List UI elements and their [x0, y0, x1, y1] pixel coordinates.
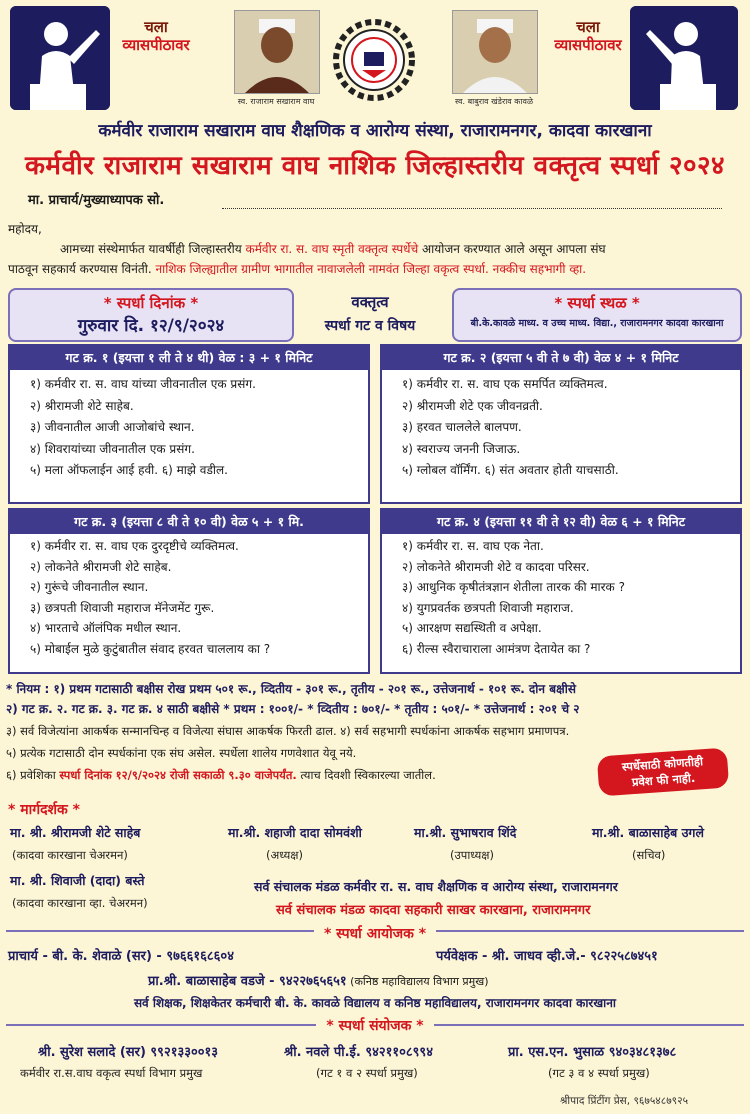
venue-value: बी.के.कावळे माध्य. व उच्च माध्य. विद्या., राजारामनगर कादवा कारखाना	[470, 318, 724, 329]
portrait-right	[452, 10, 538, 94]
list-item: २) श्रीरामजी शेटे साहेब.	[30, 398, 134, 413]
portrait-right-caption: स्व. बाबुराव खंडेराव कावळे	[454, 97, 534, 106]
organization-name: कर्मवीर राजाराम सखाराम वाघ शैक्षणिक व आरोग्य संस्था, राजारामनगर, कादवा कारखाना	[98, 121, 652, 141]
group-1-topics	[10, 370, 368, 482]
portrait-left-caption: स्व. राजाराम सखाराम वाघ	[237, 97, 315, 106]
list-item: ६) रील्स स्वैराचाराला आमंत्रण देतायेत का ?	[402, 641, 591, 656]
board-line-1: सर्व संचालक मंडळ कर्मवीर रा. स. वाघ शैक्षणिक व आरोग्य संस्था, राजारामनगर	[254, 879, 618, 894]
organizer-2: पर्यवेक्षक - श्री. जाधव व्ही.जे.- ९८२२५८७४५१	[436, 949, 658, 964]
rule-4: ५) प्रत्येक गटासाठी दोन स्पर्धकांना एक संघ असेल. स्पर्धेला शालेय गणवेशात येवू नये.	[6, 746, 357, 760]
group-4-header: गट क्र. ४ (इयत्ता ११ वी ते १२ वी) वेळ ६ + १ मिनिट	[382, 510, 740, 534]
podium-speaker-icon	[630, 6, 738, 110]
addressee-underline	[222, 208, 722, 209]
list-item: ४) भारताचे ऑलंपिक मधील स्थान.	[30, 621, 182, 635]
left-tagline-1: चला	[144, 18, 168, 36]
salutation: महोदय,	[8, 222, 42, 236]
rule-3: ३) सर्व विजेत्यांना आकर्षक सन्मानचिन्ह व विजेत्या संघास आकर्षक फिरती ढाल. ४) सर्व सहभागी स्पर्धकांना आकर्षक सहभाग प्रमाणपत्र.	[6, 724, 570, 738]
list-item: ५) मला ऑफलाईन आई हवी. ६) माझे वडील.	[30, 463, 228, 477]
no-fee-badge	[597, 748, 729, 797]
rule-5	[6, 766, 606, 785]
date-value: गुरुवार दि. १२/९/२०२४	[77, 316, 225, 336]
group-3-box	[8, 508, 370, 674]
venue-panel	[452, 288, 742, 342]
organizer-3-name: प्रा.श्री. बाळासाहेब वडजे - ९४२२७६५६५१	[148, 974, 347, 989]
institution-emblem	[332, 18, 416, 102]
coordinator-3-role: (गट ३ व ४ स्पर्धा प्रमुख)	[548, 1066, 650, 1080]
guide-5-name: मा. श्री. शिवाजी (दादा) बस्ते	[10, 873, 145, 888]
list-item: ३) आधुनिक कृषीतंत्रज्ञान शेतीला तारक की मारक ?	[402, 580, 625, 594]
list-item: ३) हरवत चाललेले बालपण.	[402, 420, 522, 434]
speaker-silhouette-left	[10, 6, 110, 110]
right-tagline	[548, 18, 628, 54]
list-item: २) श्रीरामजी शेटे एक जीवनव्रती.	[402, 398, 543, 413]
right-tagline-1: चला	[576, 18, 600, 36]
coordinator-1: श्री. सुरेश सलादे (सर) ९९२१३३००१३	[38, 1045, 219, 1060]
no-fee-line-2: प्रवेश फी नाही.	[631, 770, 696, 790]
portrait-left	[234, 10, 320, 94]
list-item: ४) युगप्रवर्तक छत्रपती शिवाजी महाराज.	[402, 600, 574, 615]
speaker-silhouette-right	[630, 6, 738, 110]
coordinator-3: प्रा. एस.एन. भुसाळ ९४०३४८१३७८	[508, 1045, 677, 1060]
guide-2-name: मा.श्री. शहाजी दादा सोमवंशी	[228, 825, 362, 840]
list-item: ५) मोबाईल मुळे कुटुंबातील संवाद हरवत चाललाय का ?	[30, 641, 271, 656]
rule-text: ६) प्रवेशिका	[6, 768, 60, 782]
letter-text: आयोजन करण्यात आले असून आपला संघ	[418, 242, 606, 256]
group-2-topics	[382, 370, 740, 482]
coordinators-label: * स्पर्धा संयोजक *	[0, 1016, 750, 1035]
group-4-box	[380, 508, 742, 674]
board-line-2: सर्व संचालक मंडळ कादवा सहकारी साखर कारखाना, राजारामनगर	[276, 903, 591, 918]
list-item: २) लोकनेते श्रीरामजी शेटे साहेब.	[30, 559, 172, 574]
list-item: ३) छत्रपती शिवाजी महाराज मॅनेजमेंट गुरू.	[30, 600, 215, 615]
podium-speaker-icon	[10, 6, 110, 110]
topic-heading-2: स्पर्धा गट व विषय	[324, 318, 416, 334]
no-fee-line-1: स्पर्धेसाठी कोणतीही	[621, 754, 704, 774]
letter-highlight: कर्मवीर रा. स. वाघ स्मृती वक्तृत्व स्पर्धेचे	[245, 242, 419, 256]
guide-3-name: मा.श्री. सुभाषराव शिंदे	[414, 825, 517, 840]
left-tagline-2: व्यासपीठावर	[122, 36, 190, 54]
rule-2: २) गट क्र. २. गट क्र. ३. गट क्र. ४ साठी बक्षीसे * प्रथम : १००१/- * व्दितीय : ७०१/- * तृतीय : ५०१/- * उत्तेजनार्थ : २०१ चे २	[6, 702, 580, 716]
topic-heading	[290, 292, 450, 335]
date-label: * स्पर्धा दिनांक *	[103, 294, 199, 312]
organizers-label: * स्पर्धा आयोजक *	[0, 924, 750, 943]
list-item: ४) स्वराज्य जननी जिजाऊ.	[402, 441, 521, 456]
list-item: १) कर्मवीर रा. स. वाघ यांच्या जीवनातील एक प्रसंग.	[30, 377, 256, 391]
group-4-topics	[382, 534, 740, 659]
list-item: २) गुरूंचे जीवनातील स्थान.	[30, 580, 149, 594]
guide-4-role: (सचिव)	[632, 848, 666, 862]
group-3-topics	[10, 534, 368, 659]
list-item: ३) जीवनातील आजी आजोबांचे स्थान.	[30, 420, 195, 434]
printer-credit: श्रीपाद प्रिंटींग प्रेस, ९६७५४८७९२५	[560, 1095, 689, 1107]
letter-text: आमच्या संस्थेमार्फत यावर्षीही जिल्हास्तरीय	[60, 242, 246, 256]
organizer-3-role: (कनिष्ठ महाविद्यालय विभाग प्रमुख)	[346, 975, 489, 988]
letter-text: पाठवून सहकार्य करण्यास विनंती.	[8, 262, 156, 276]
rule-text: त्याच दिवशी स्विकारल्या जातील.	[296, 768, 436, 782]
gear-emblem-icon	[332, 18, 416, 102]
date-panel	[8, 288, 294, 342]
letter-line-1	[60, 240, 740, 258]
coordinator-1-role: कर्मवीर रा.स.वाघ वकृत्व स्पर्धा विभाग प्रमुख	[20, 1066, 203, 1080]
list-item: २) लोकनेते श्रीरामजी शेटे व कादवा परिसर.	[402, 559, 590, 574]
group-1-header: गट क्र. १ (इयत्ता १ ली ते ४ थी) वेळ : ३ + १ मिनिट	[10, 346, 368, 370]
right-tagline-2: व्यासपीठावर	[554, 36, 622, 54]
group-3-header: गट क्र. ३ (इयत्ता ८ वी ते १० वी) वेळ ५ + १ मि.	[10, 510, 368, 534]
list-item: ४) शिवरायांच्या जीवनातील एक प्रसंग.	[30, 441, 195, 456]
page-title: कर्मवीर राजाराम सखाराम वाघ नाशिक जिल्हास्तरीय वक्तृत्व स्पर्धा २०२४	[24, 151, 726, 181]
portrait-man-icon	[235, 11, 319, 93]
guide-2-role: (अध्यक्ष)	[266, 848, 303, 862]
guide-1-role: (कादवा कारखाना चेअरमन)	[12, 848, 128, 862]
organizer-3	[148, 970, 489, 989]
letter-line-2	[8, 260, 742, 278]
group-2-box	[380, 344, 742, 504]
addressee: मा. प्राचार्य/मुख्याध्यापक सो.	[28, 193, 165, 208]
guide-1-name: मा. श्री. श्रीरामजी शेटे साहेब	[10, 825, 141, 840]
coordinator-2: श्री. नवले पी.ई. ९४२११०८९९४	[284, 1045, 433, 1060]
list-item: १) कर्मवीर रा. स. वाघ एक समर्पित व्यक्तिमत्व.	[402, 377, 608, 391]
organizer-staff: सर्व शिक्षक, शिक्षकेतर कर्मचारी बी. के. कावळे विद्यालय व कनिष्ठ महाविद्यालय, राजारामनगर कादवा कारखाना	[133, 996, 617, 1010]
left-tagline	[112, 18, 200, 54]
topic-heading-1: वक्तृत्व	[351, 293, 389, 311]
rule-1: * नियम : १) प्रथम गटासाठी बक्षीस रोख प्रथम ५०१ रू., व्दितीय - ३०१ रू., तृतीय - २०१ रू., उत्तेजनार्थ - १०१ रू. दोन बक्षीसे	[6, 682, 576, 696]
portrait-man-icon	[453, 11, 537, 93]
coordinator-2-role: (गट १ व २ स्पर्धा प्रमुख)	[316, 1066, 418, 1080]
guides-label: * मार्गदर्शक *	[8, 802, 80, 818]
guide-5-role: (कादवा कारखाना व्हा. चेअरमन)	[12, 896, 148, 910]
list-item: १) कर्मवीर रा. स. वाघ एक दुरदृष्टीचे व्यक्तिमत्व.	[30, 539, 239, 553]
group-2-header: गट क्र. २ (इयत्ता ५ वी ते ७ वी) वेळ ४ + १ मिनिट	[382, 346, 740, 370]
list-item: ५) ग्लोबल वॉर्मिंग. ६) संत अवतार होती याचसाठी.	[402, 463, 619, 477]
list-item: ५) आरक्षण सद्यस्थिती व अपेक्षा.	[402, 621, 542, 635]
guide-4-name: मा.श्री. बाळासाहेब उगले	[592, 825, 704, 840]
list-item: १) कर्मवीर रा. स. वाघ एक नेता.	[402, 539, 544, 553]
group-1-box	[8, 344, 370, 504]
guide-3-role: (उपाध्यक्ष)	[450, 848, 495, 862]
venue-label: * स्पर्धा स्थळ *	[554, 294, 640, 312]
rule-highlight: स्पर्धा दिनांक १२/९/२०२४ रोजी सकाळी ९.३० वाजेपर्यंत.	[59, 768, 297, 782]
letter-highlight: नाशिक जिल्ह्यातील ग्रामीण भागातील नावाजलेली नामवंत जिल्हा वकृत्व स्पर्धा. नक्कीच सहभागी व्हा.	[155, 262, 587, 276]
organizer-1: प्राचार्य - बी. के. शेवाळे (सर) - ९७६६१६८६०४	[8, 949, 234, 964]
